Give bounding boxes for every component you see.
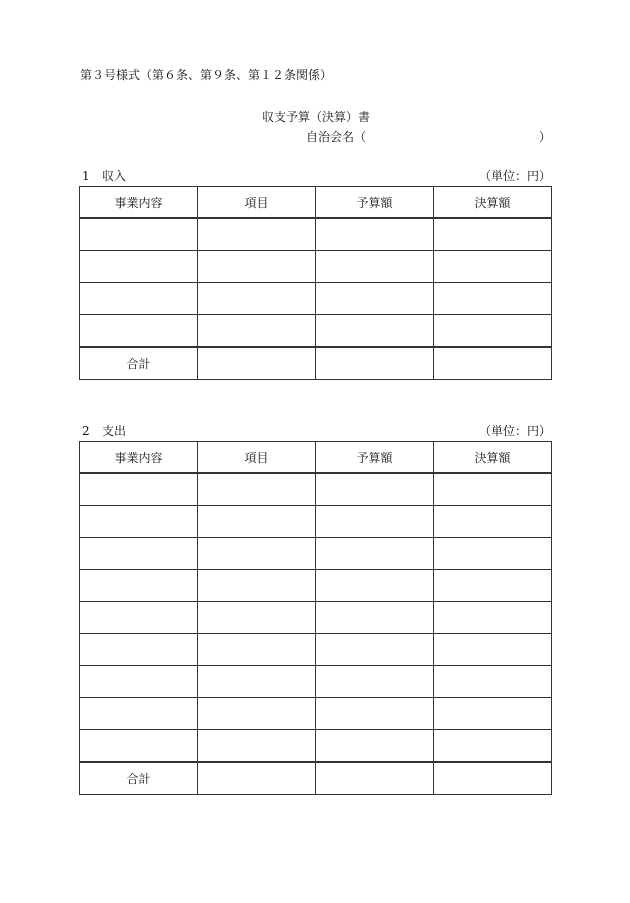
income-table xyxy=(79,186,552,380)
table-row xyxy=(80,666,552,698)
column-header: 事業内容 xyxy=(80,187,198,219)
table-row xyxy=(80,251,552,283)
table-cell[interactable] xyxy=(198,315,316,348)
column-header: 予算額 xyxy=(316,442,434,474)
table-cell[interactable] xyxy=(80,506,198,538)
table-cell[interactable] xyxy=(80,570,198,602)
table-cell[interactable] xyxy=(80,634,198,666)
table-cell[interactable] xyxy=(198,283,316,315)
association-name-line xyxy=(306,130,552,144)
table-row xyxy=(80,730,552,763)
table-cell[interactable] xyxy=(434,698,552,730)
expense-unit-label: （単位：円） xyxy=(478,424,551,438)
association-name-close: ） xyxy=(539,130,552,144)
table-cell[interactable] xyxy=(198,602,316,634)
table-cell[interactable] xyxy=(434,315,552,348)
table-cell[interactable] xyxy=(434,506,552,538)
table-row xyxy=(80,602,552,634)
total-cell[interactable] xyxy=(316,347,434,380)
column-header: 予算額 xyxy=(316,187,434,219)
total-label: 合計 xyxy=(80,347,198,380)
expense-section-title: 支出 xyxy=(102,424,127,438)
table-cell[interactable] xyxy=(80,698,198,730)
table-cell[interactable] xyxy=(434,283,552,315)
table-cell[interactable] xyxy=(434,634,552,666)
income-section-number: 1 xyxy=(82,169,90,183)
table-cell[interactable] xyxy=(434,602,552,634)
column-header: 項目 xyxy=(198,442,316,474)
table-cell[interactable] xyxy=(80,602,198,634)
table-cell[interactable] xyxy=(198,666,316,698)
table-cell[interactable] xyxy=(198,634,316,666)
table-cell[interactable] xyxy=(80,666,198,698)
document-title: 収支予算（決算）書 xyxy=(262,110,371,124)
total-cell[interactable] xyxy=(198,762,316,795)
table-cell[interactable] xyxy=(198,506,316,538)
table-cell[interactable] xyxy=(198,251,316,283)
table-cell[interactable] xyxy=(80,251,198,283)
expense-table xyxy=(79,441,552,795)
column-header: 事業内容 xyxy=(80,442,198,474)
total-cell[interactable] xyxy=(316,762,434,795)
table-row xyxy=(80,634,552,666)
table-cell[interactable] xyxy=(434,666,552,698)
income-unit-label: （単位：円） xyxy=(478,169,551,183)
table-row xyxy=(80,538,552,570)
table-cell[interactable] xyxy=(80,283,198,315)
table-cell[interactable] xyxy=(198,570,316,602)
total-cell[interactable] xyxy=(198,347,316,380)
column-header: 決算額 xyxy=(434,187,552,219)
table-cell[interactable] xyxy=(80,538,198,570)
table-header-row xyxy=(80,187,552,219)
table-header-row xyxy=(80,442,552,474)
table-cell[interactable] xyxy=(316,602,434,634)
table-cell[interactable] xyxy=(316,666,434,698)
table-cell[interactable] xyxy=(198,698,316,730)
table-cell[interactable] xyxy=(434,730,552,763)
table-cell[interactable] xyxy=(434,251,552,283)
table-row xyxy=(80,570,552,602)
association-name-label: 自治会名（ xyxy=(306,130,367,144)
table-cell[interactable] xyxy=(80,315,198,348)
table-cell[interactable] xyxy=(316,251,434,283)
table-cell[interactable] xyxy=(316,570,434,602)
column-header: 決算額 xyxy=(434,442,552,474)
table-row xyxy=(80,218,552,251)
total-label: 合計 xyxy=(80,762,198,795)
table-cell[interactable] xyxy=(316,218,434,251)
total-row xyxy=(80,762,552,795)
table-cell[interactable] xyxy=(80,473,198,506)
table-cell[interactable] xyxy=(80,218,198,251)
table-cell[interactable] xyxy=(434,570,552,602)
table-cell[interactable] xyxy=(434,473,552,506)
table-cell[interactable] xyxy=(198,473,316,506)
table-cell[interactable] xyxy=(316,730,434,763)
column-header: 項目 xyxy=(198,187,316,219)
table-cell[interactable] xyxy=(316,538,434,570)
table-cell[interactable] xyxy=(316,634,434,666)
table-row xyxy=(80,473,552,506)
expense-section-number: 2 xyxy=(82,424,90,438)
table-cell[interactable] xyxy=(80,730,198,763)
income-section-title: 収入 xyxy=(102,169,127,183)
table-cell[interactable] xyxy=(198,218,316,251)
table-cell[interactable] xyxy=(316,473,434,506)
table-row xyxy=(80,698,552,730)
table-row xyxy=(80,315,552,348)
table-cell[interactable] xyxy=(316,283,434,315)
table-row xyxy=(80,283,552,315)
table-row xyxy=(80,506,552,538)
form-number: 第３号様式（第６条、第９条、第１２条関係） xyxy=(80,68,333,82)
table-cell[interactable] xyxy=(434,218,552,251)
table-cell[interactable] xyxy=(316,698,434,730)
total-cell[interactable] xyxy=(434,762,552,795)
table-cell[interactable] xyxy=(316,315,434,348)
total-row xyxy=(80,347,552,380)
table-cell[interactable] xyxy=(434,538,552,570)
table-cell[interactable] xyxy=(198,730,316,763)
table-cell[interactable] xyxy=(316,506,434,538)
table-cell[interactable] xyxy=(198,538,316,570)
total-cell[interactable] xyxy=(434,347,552,380)
